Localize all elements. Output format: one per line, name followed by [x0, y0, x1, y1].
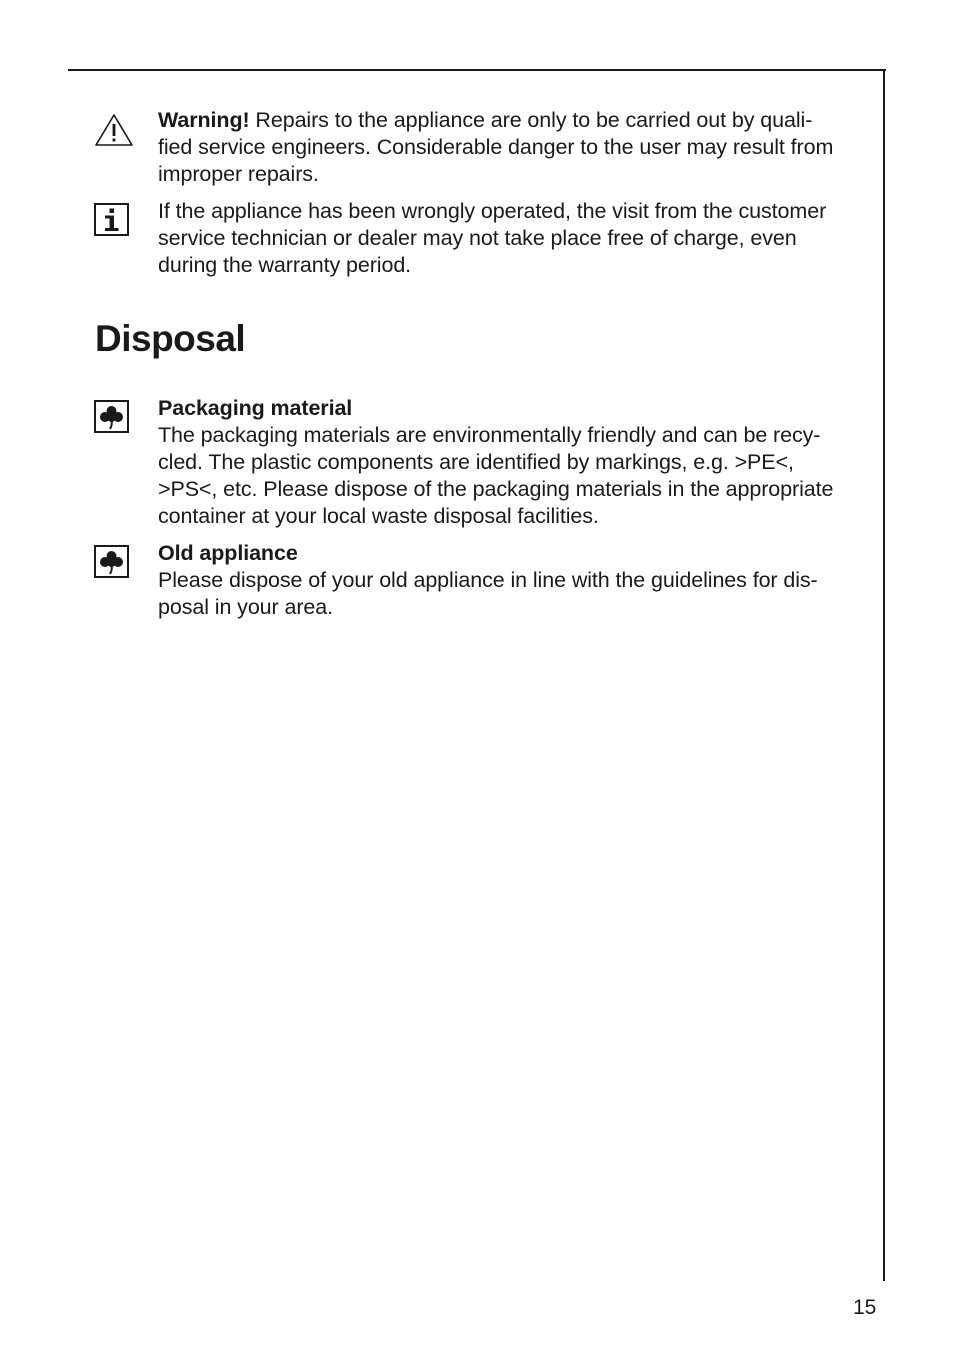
- info-line: service technician or dealer may not take place free of charge, even: [158, 226, 797, 250]
- info-line: If the appliance has been wrongly operated, the visit from the customer: [158, 199, 827, 223]
- packaging-line: container at your local waste disposal facilities.: [158, 504, 599, 528]
- old-appliance-block: [158, 540, 858, 621]
- page-title: Disposal: [95, 318, 246, 359]
- warning-line: fied service engineers. Considerable danger to the user may result from: [158, 135, 834, 159]
- old-appliance-line: Please dispose of your old appliance in line with the guidelines for dis-: [158, 568, 818, 592]
- warning-text: Repairs to the appliance are only to be carried out by quali-: [249, 108, 813, 132]
- warning-triangle-icon: [94, 112, 130, 148]
- packaging-block: [158, 395, 858, 530]
- warning-label: Warning!: [158, 108, 250, 132]
- page-number: 15: [853, 1296, 877, 1319]
- old-appliance-line: posal in your area.: [158, 595, 333, 619]
- info-icon: [94, 203, 130, 239]
- info-line: during the warranty period.: [158, 253, 412, 277]
- warning-line: improper repairs.: [158, 162, 319, 186]
- old-appliance-title: Old appliance: [158, 541, 298, 565]
- info-block: [158, 198, 858, 279]
- warning-block: [158, 107, 858, 188]
- packaging-line: The packaging materials are environmentally friendly and can be recy-: [158, 423, 821, 447]
- page-frame-right-rule: [883, 69, 885, 1281]
- packaging-line: >PS<, etc. Please dispose of the packaging materials in the appropriate: [158, 477, 834, 501]
- cloverleaf-icon: [94, 400, 130, 436]
- page-frame-top-rule: [68, 69, 886, 71]
- packaging-line: cled. The plastic components are identified by markings, e.g. >PE<,: [158, 450, 794, 474]
- packaging-title: Packaging material: [158, 396, 353, 420]
- cloverleaf-icon: [94, 545, 130, 581]
